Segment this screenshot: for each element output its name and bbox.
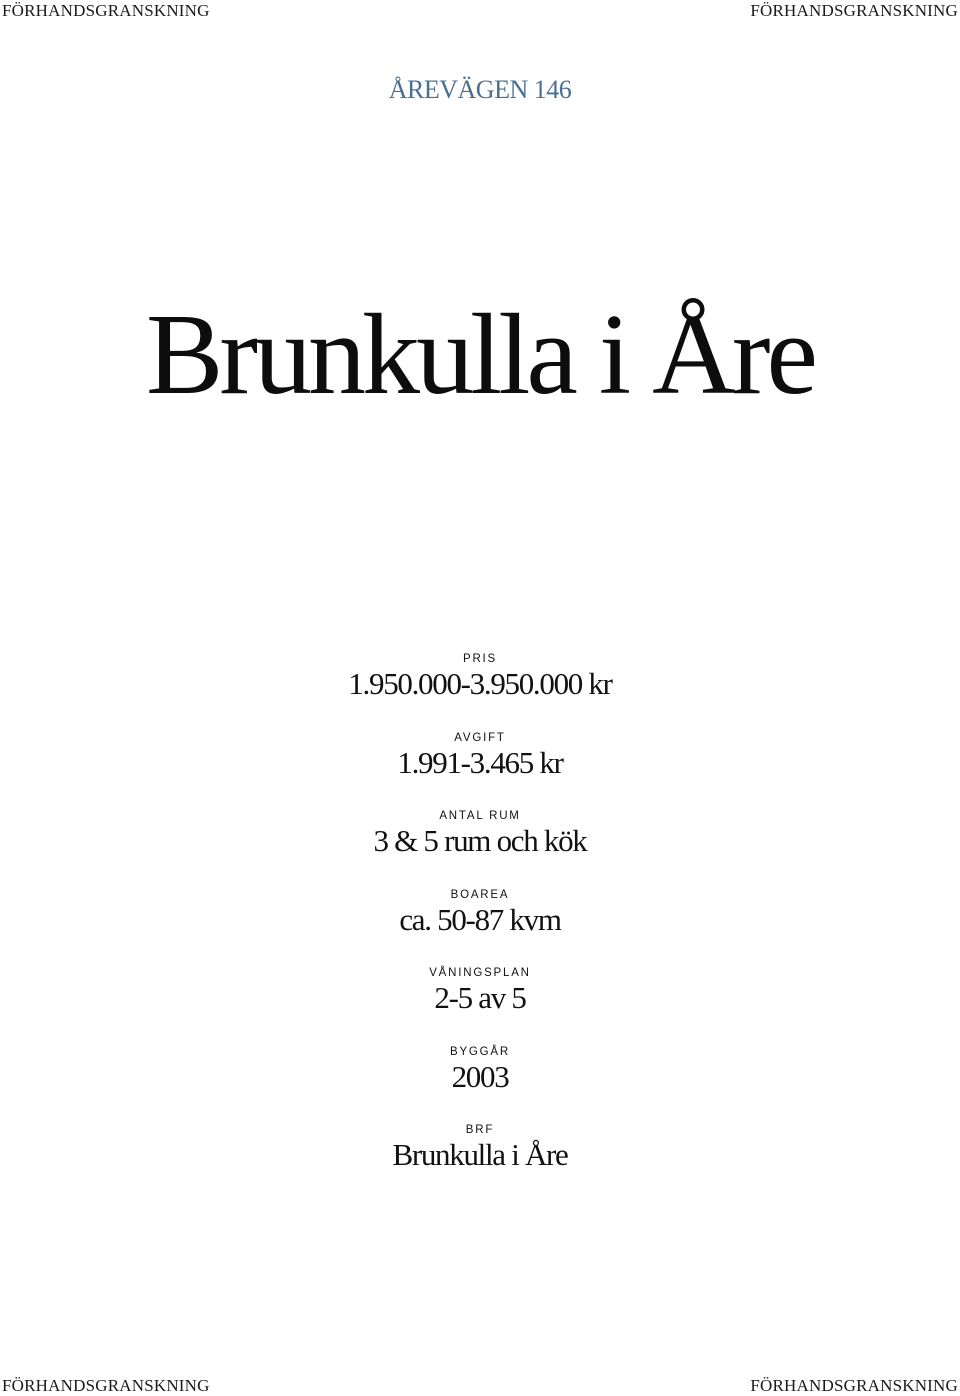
watermark-top-left: FÖRHANDSGRANSKNING <box>2 1 210 20</box>
fact-floor <box>0 964 960 1043</box>
fact-label: ANTAL RUM <box>439 810 521 822</box>
fact-value: 1.991-3.465 kr <box>397 744 563 780</box>
fact-label: AVGIFT <box>454 731 506 744</box>
watermark-bottom-right: FÖRHANDSGRANSKNING <box>750 1376 958 1395</box>
fact-living-area <box>0 886 960 965</box>
fact-value: 2003 <box>451 1058 509 1094</box>
fact-association <box>0 1121 960 1200</box>
fact-label: BOAREA <box>450 888 510 901</box>
fact-label: PRIS <box>462 653 498 665</box>
fact-build-year <box>0 1043 960 1122</box>
address: ÅREVÄGEN 146 <box>388 75 572 104</box>
watermark-top-right: FÖRHANDSGRANSKNING <box>750 1 958 20</box>
fact-value: 2-5 av 5 <box>434 980 526 1015</box>
fact-rooms <box>0 807 960 886</box>
fact-value: ca. 50-87 kvm <box>399 901 561 937</box>
watermark-bottom-left: FÖRHANDSGRANSKNING <box>2 1376 210 1395</box>
fact-price <box>0 650 960 729</box>
fact-label: VÅNINGSPLAN <box>429 967 531 979</box>
fact-label: BYGGÅR <box>449 1045 510 1058</box>
fact-label: BRF <box>465 1124 495 1136</box>
fact-value: 3 & 5 rum och kök <box>373 823 587 858</box>
page-title: Brunkulla i Åre <box>145 291 815 419</box>
fact-value: 1.950.000-3.950.000 kr <box>348 666 612 701</box>
fact-fee <box>0 729 960 808</box>
fact-value: Brunkulla i Åre <box>392 1137 568 1172</box>
facts-list <box>0 650 960 1200</box>
